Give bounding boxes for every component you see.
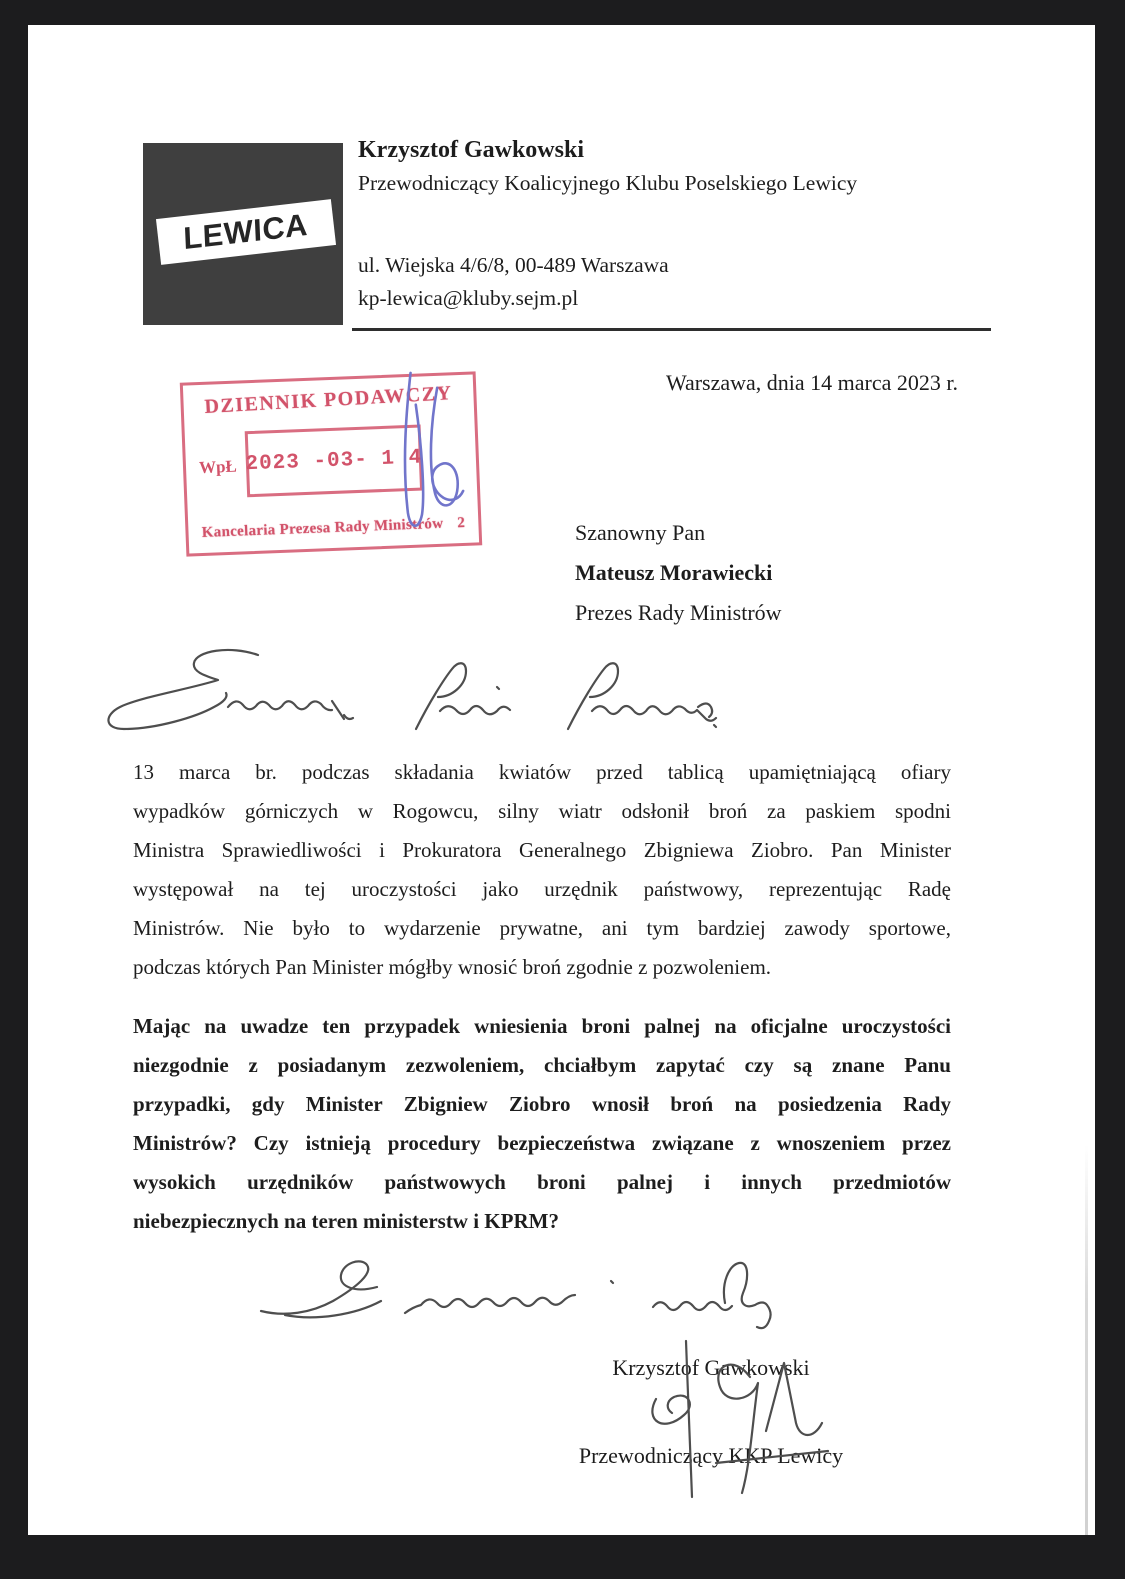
stamp-received-label: WpŁ [198,456,238,478]
date-line: Warszawa, dnia 14 marca 2023 r. [665,370,958,395]
body-paragraph-2 [133,1007,951,1241]
handwritten-signature [600,1335,830,1510]
registry-stamp [180,371,482,556]
body-line: wypadków górniczych w Rogowcu, silny wiatr odsłonił broń za paskiem spodni [133,799,951,823]
body-line: 13 marca br. podczas składania kwiatów przed tablicą upamiętniającą ofiary [133,760,951,784]
stamp-paraph-handwriting [374,360,481,554]
signature-name: Krzysztof Gawkowski [612,1355,810,1380]
handwritten-greeting [100,645,820,755]
stamp-title: DZIENNIK PODAWCZY [203,382,454,418]
signature-title: Przewodniczący KKP Lewicy [578,1443,844,1468]
sender-name: Krzysztof Gawkowski [358,137,584,163]
stamp-office-text: Kancelaria Prezesa Rady Ministrów [201,515,444,542]
lewica-logo-text: LEWICA [182,206,309,257]
recipient-salutation: Szanowny Pan [575,520,706,545]
lewica-logo-banner [156,199,336,265]
sender-email: kp-lewica@kluby.sejm.pl [358,286,579,310]
lewica-logo [143,143,343,325]
recipient-title: Prezes Rady Ministrów [575,600,782,625]
sender-address: ul. Wiejska 4/6/8, 00-489 Warszawa [358,253,669,277]
body-line: występował na tej uroczystości jako urzędnik państwowy, reprezentując Radę [133,877,951,901]
body-line: przypadki, gdy Minister Zbigniew Ziobro wnosił broń na posiedzenia Rady [133,1092,951,1116]
body-line: Mając na uwadze ten przypadek wniesienia broni palnej na oficjalne uroczystości [133,1014,951,1038]
handwritten-closing [255,1243,800,1343]
body-line: Ministrów. Nie było to wydarzenie prywatne, ani tym bardziej zawody sportowe, [133,916,951,940]
body-line: Ministra Sprawiedliwości i Prokuratora Generalnego Zbigniewa Ziobro. Pan Minister [133,838,951,862]
sender-title: Przewodniczący Koalicyjnego Klubu Poselskiego Lewicy [358,171,858,195]
body-line: podczas których Pan Minister mógłby wnosić broń zgodnie z pozwoleniem. [133,955,772,979]
recipient-name: Mateusz Morawiecki [575,560,773,585]
body-line: niebezpiecznych na teren ministerstw i KPRM? [133,1209,559,1233]
stamp-date-value: 2023 -03- 1 4 [245,446,423,476]
letter-page [28,25,1095,1535]
stamp-office-number: 2 [456,514,466,532]
body-line: Ministrów? Czy istnieją procedury bezpieczeństwa związane z wnoszeniem przez [133,1131,951,1155]
scan-edge-shadow [1085,1145,1088,1535]
body-line: wysokich urzędników państwowych broni palnej i innych przedmiotów [133,1170,951,1194]
header-divider [352,328,991,331]
body-line: niezgodnie z posiadanym zezwoleniem, chciałbym zapytać czy są znane Panu [133,1053,951,1077]
body-paragraph-1 [133,753,951,987]
